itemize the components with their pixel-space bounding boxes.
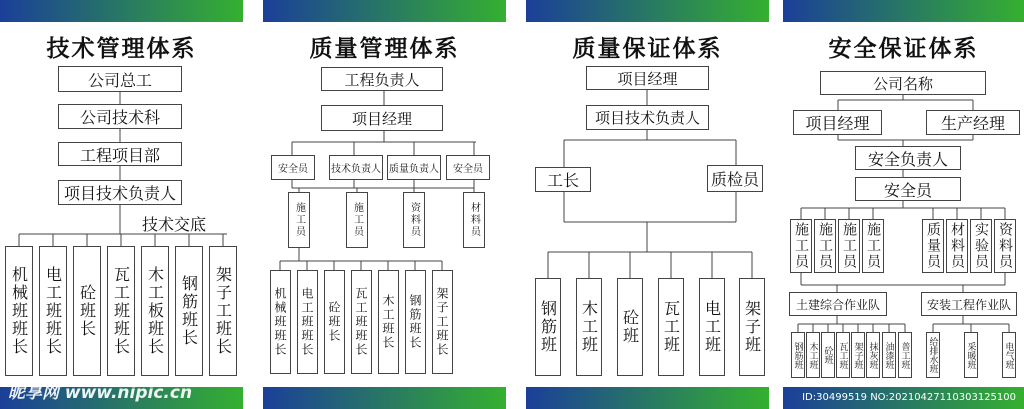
page-title: 安全保证体系 [828, 36, 979, 62]
team-box: 砼班长 [73, 246, 101, 376]
crew-box: 采暖班 [964, 332, 978, 378]
node-project-manager: 项目经理 [321, 105, 443, 131]
staff-box: 资料员 [403, 192, 425, 248]
team-box: 电工班 [699, 278, 725, 376]
crew-box: 瓦工班 [836, 332, 850, 378]
team-box: 木工班长 [378, 270, 399, 374]
team-box: 木工班 [576, 278, 602, 376]
page-title: 技术管理体系 [46, 36, 197, 62]
crew-box: 钢筋班 [791, 332, 805, 378]
team-box: 砼班 [617, 278, 643, 376]
panel-quality-assurance [526, 0, 769, 409]
crew-box: 给排水班 [926, 332, 940, 378]
node-safety-officer: 安全员 [855, 177, 961, 201]
staff-box: 质量员 [922, 219, 944, 273]
staff-box: 施工员 [346, 192, 368, 248]
team-box: 机械班班长 [270, 270, 291, 374]
role-box: 安全员 [271, 155, 315, 180]
node-project-manager: 项目经理 [793, 110, 882, 135]
staff-box: 施工员 [790, 219, 812, 273]
node-tech-lead: 项目技术负责人 [58, 180, 182, 205]
team-box: 架子工班长 [209, 246, 237, 376]
node-production-manager: 生产经理 [926, 110, 1020, 135]
staff-box: 施工员 [288, 192, 310, 248]
node-company-name: 公司名称 [820, 71, 986, 95]
crew-box: 架子班 [851, 332, 865, 378]
crew-box: 普工班 [898, 332, 912, 378]
crew-box: 油漆班 [882, 332, 896, 378]
crew-box: 抹灰班 [866, 332, 880, 378]
team-box: 瓦工班班长 [107, 246, 135, 376]
team-box: 架子班 [739, 278, 765, 376]
staff-box: 资料员 [994, 219, 1016, 273]
tech-briefing-label: 技术交底 [141, 215, 206, 234]
staff-box: 材料员 [463, 192, 485, 248]
team-box: 钢筋班长 [175, 246, 203, 376]
node-civil-team: 土建综合作业队 [789, 292, 887, 316]
staff-box: 材料员 [946, 219, 968, 273]
crew-box: 电气班 [1002, 332, 1016, 378]
node-project-manager: 项目经理 [586, 66, 709, 90]
node-chief-engineer: 公司总工 [58, 66, 182, 92]
panel-quality-management [263, 0, 506, 409]
team-box: 机械班班长 [5, 246, 33, 376]
staff-box: 实验员 [970, 219, 992, 273]
watermark-id: ID:30499519 NO:20210427110303125100 [802, 392, 1016, 403]
team-box: 瓦工班班长 [351, 270, 372, 374]
staff-box: 施工员 [862, 219, 884, 273]
staff-box: 施工员 [814, 219, 836, 273]
panel-safety-assurance [783, 0, 1024, 409]
team-box: 木工板班长 [141, 246, 169, 376]
team-box: 钢筋班 [535, 278, 561, 376]
page-title: 质量保证体系 [572, 36, 723, 62]
staff-box: 施工员 [838, 219, 860, 273]
panel-technical-management [0, 0, 243, 409]
team-box: 砼班长 [324, 270, 345, 374]
team-box: 瓦工班 [658, 278, 684, 376]
node-project-owner: 工程负责人 [321, 67, 443, 91]
role-box: 安全员 [446, 155, 490, 180]
watermark-logo: 昵享网 www.nipic.cn [8, 383, 193, 403]
crew-box: 木工班 [806, 332, 820, 378]
team-box: 电工班班长 [297, 270, 318, 374]
role-box: 技术负责人 [329, 155, 383, 180]
team-box: 架子工班长 [432, 270, 453, 374]
node-project-department: 工程项目部 [58, 142, 182, 166]
node-foreman: 工长 [535, 167, 591, 192]
role-box: 质量负责人 [387, 155, 441, 180]
page-title: 质量管理体系 [309, 36, 460, 62]
crew-box: 砼班 [821, 332, 835, 378]
node-install-team: 安装工程作业队 [921, 292, 1017, 316]
node-tech-department: 公司技术科 [58, 104, 182, 129]
node-inspector: 质检员 [707, 165, 763, 192]
team-box: 电工班班长 [39, 246, 67, 376]
node-tech-lead: 项目技术负责人 [586, 105, 709, 130]
team-box: 钢筋班长 [405, 270, 426, 374]
node-safety-lead: 安全负责人 [855, 146, 961, 170]
